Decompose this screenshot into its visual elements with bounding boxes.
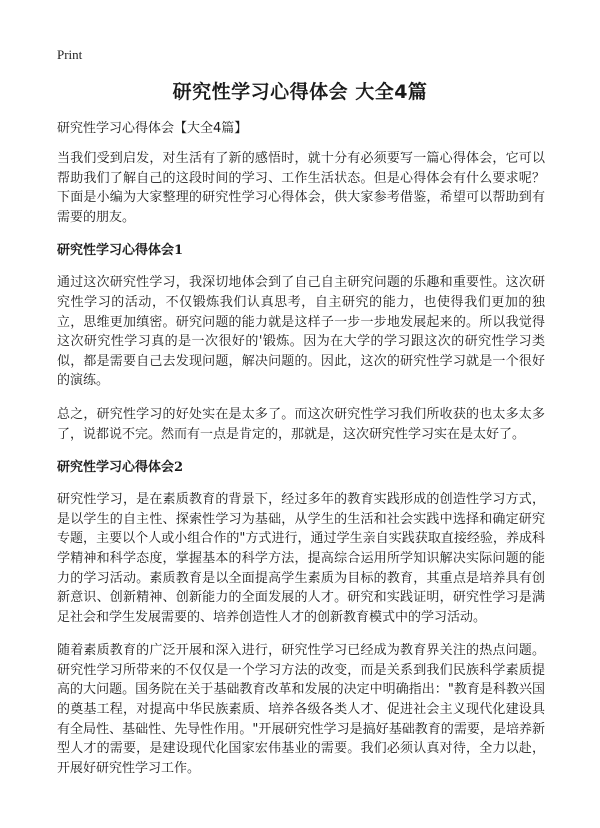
intro-paragraph: 当我们受到启发，对生活有了新的感悟时，就十分有必须要写一篇心得体会，它可以帮助我们了解自己的这段时间的学习、工作生活状态。但是心得体会有什么要求呢？下面是小编为大家整理的研究性学习心得体会，供大家参考借鉴，希望可以帮助到有需要的朋友。 — [57, 151, 545, 225]
section-heading-1: 研究性学习心得体会1 — [57, 243, 184, 259]
section-1-paragraph-2: 总之，研究性学习的好处实在是太多了。而这次研究性学习我们所收获的也太多太多了，说都说不完。然而有一点是肯定的，那就是，这次研究性学习实在是太好了。 — [57, 406, 545, 442]
section-1-paragraph-1: 通过这次研究性学习，我深切地体会到了自己自主研究问题的乐趣和重要性。这次研究性学习的活动，不仅锻炼我们认真思考，自主研究的能力，也使得我们更加的独立，思维更加缜密。研究问题的能力就是这样子一步一步地发展起来的。所以我觉得这次研究性学习真的是一次很好的'锻炼。因为在大学的学习跟这次的研究性学习类似，都是需要自己去发现问题，解决问题的。因此，这次的研究性学习就是一个很好的演练。 — [57, 275, 545, 389]
document-subtitle: 研究性学习心得体会【大全4篇】 — [57, 121, 248, 136]
document-body — [57, 119, 545, 792]
print-link[interactable]: Print — [57, 47, 83, 62]
section-2-paragraph-2: 随着素质教育的广泛开展和深入进行，研究性学习已经成为教育界关注的热点问题。研究性学习所带来的不仅仅是一个学习方法的改变，而是关系到我们民族科学素质提高的大问题。国务院在关于基础教育改革和发展的决定中明确指出："教育是科教兴国的奠基工程，对提高中华民族素质、培养各级各类人才、促进社会主义现代化建设具有全局性、基础性、先导性作用。"开展研究性学习是搞好基础教育的需要，是培养新型人才的需要，是建设现代化国家宏伟基业的需要。我们必须认真对待，全力以赴，开展好研究性学习工作。 — [57, 643, 545, 776]
page-title: 研究性学习心得体会 大全4篇 — [172, 81, 428, 103]
section-2-paragraph-1: 研究性学习，是在素质教育的背景下，经过多年的教育实践形成的创造性学习方式，是以学生的自主性、探索性学习为基础，从学生的生活和社会实践中选择和确定研究专题，主要以个人或小组合作的"方式进行，通过学生亲自实践获取直接经验，养成科学精神和科学态度，掌握基本的科学方法，提高综合运用所学知识解决实际问题的能力的学习活动。素质教育是以全面提高学生素质为目标的教育，其重点是培养具有创新意识、创新精神、创新能力的全面发展的人才。研究和实践证明，研究性学习是满足社会和学生发展需要的、培养创造性人才的创新教育模式中的学习活动。 — [57, 492, 545, 625]
section-heading-2: 研究性学习心得体会2 — [57, 460, 184, 476]
